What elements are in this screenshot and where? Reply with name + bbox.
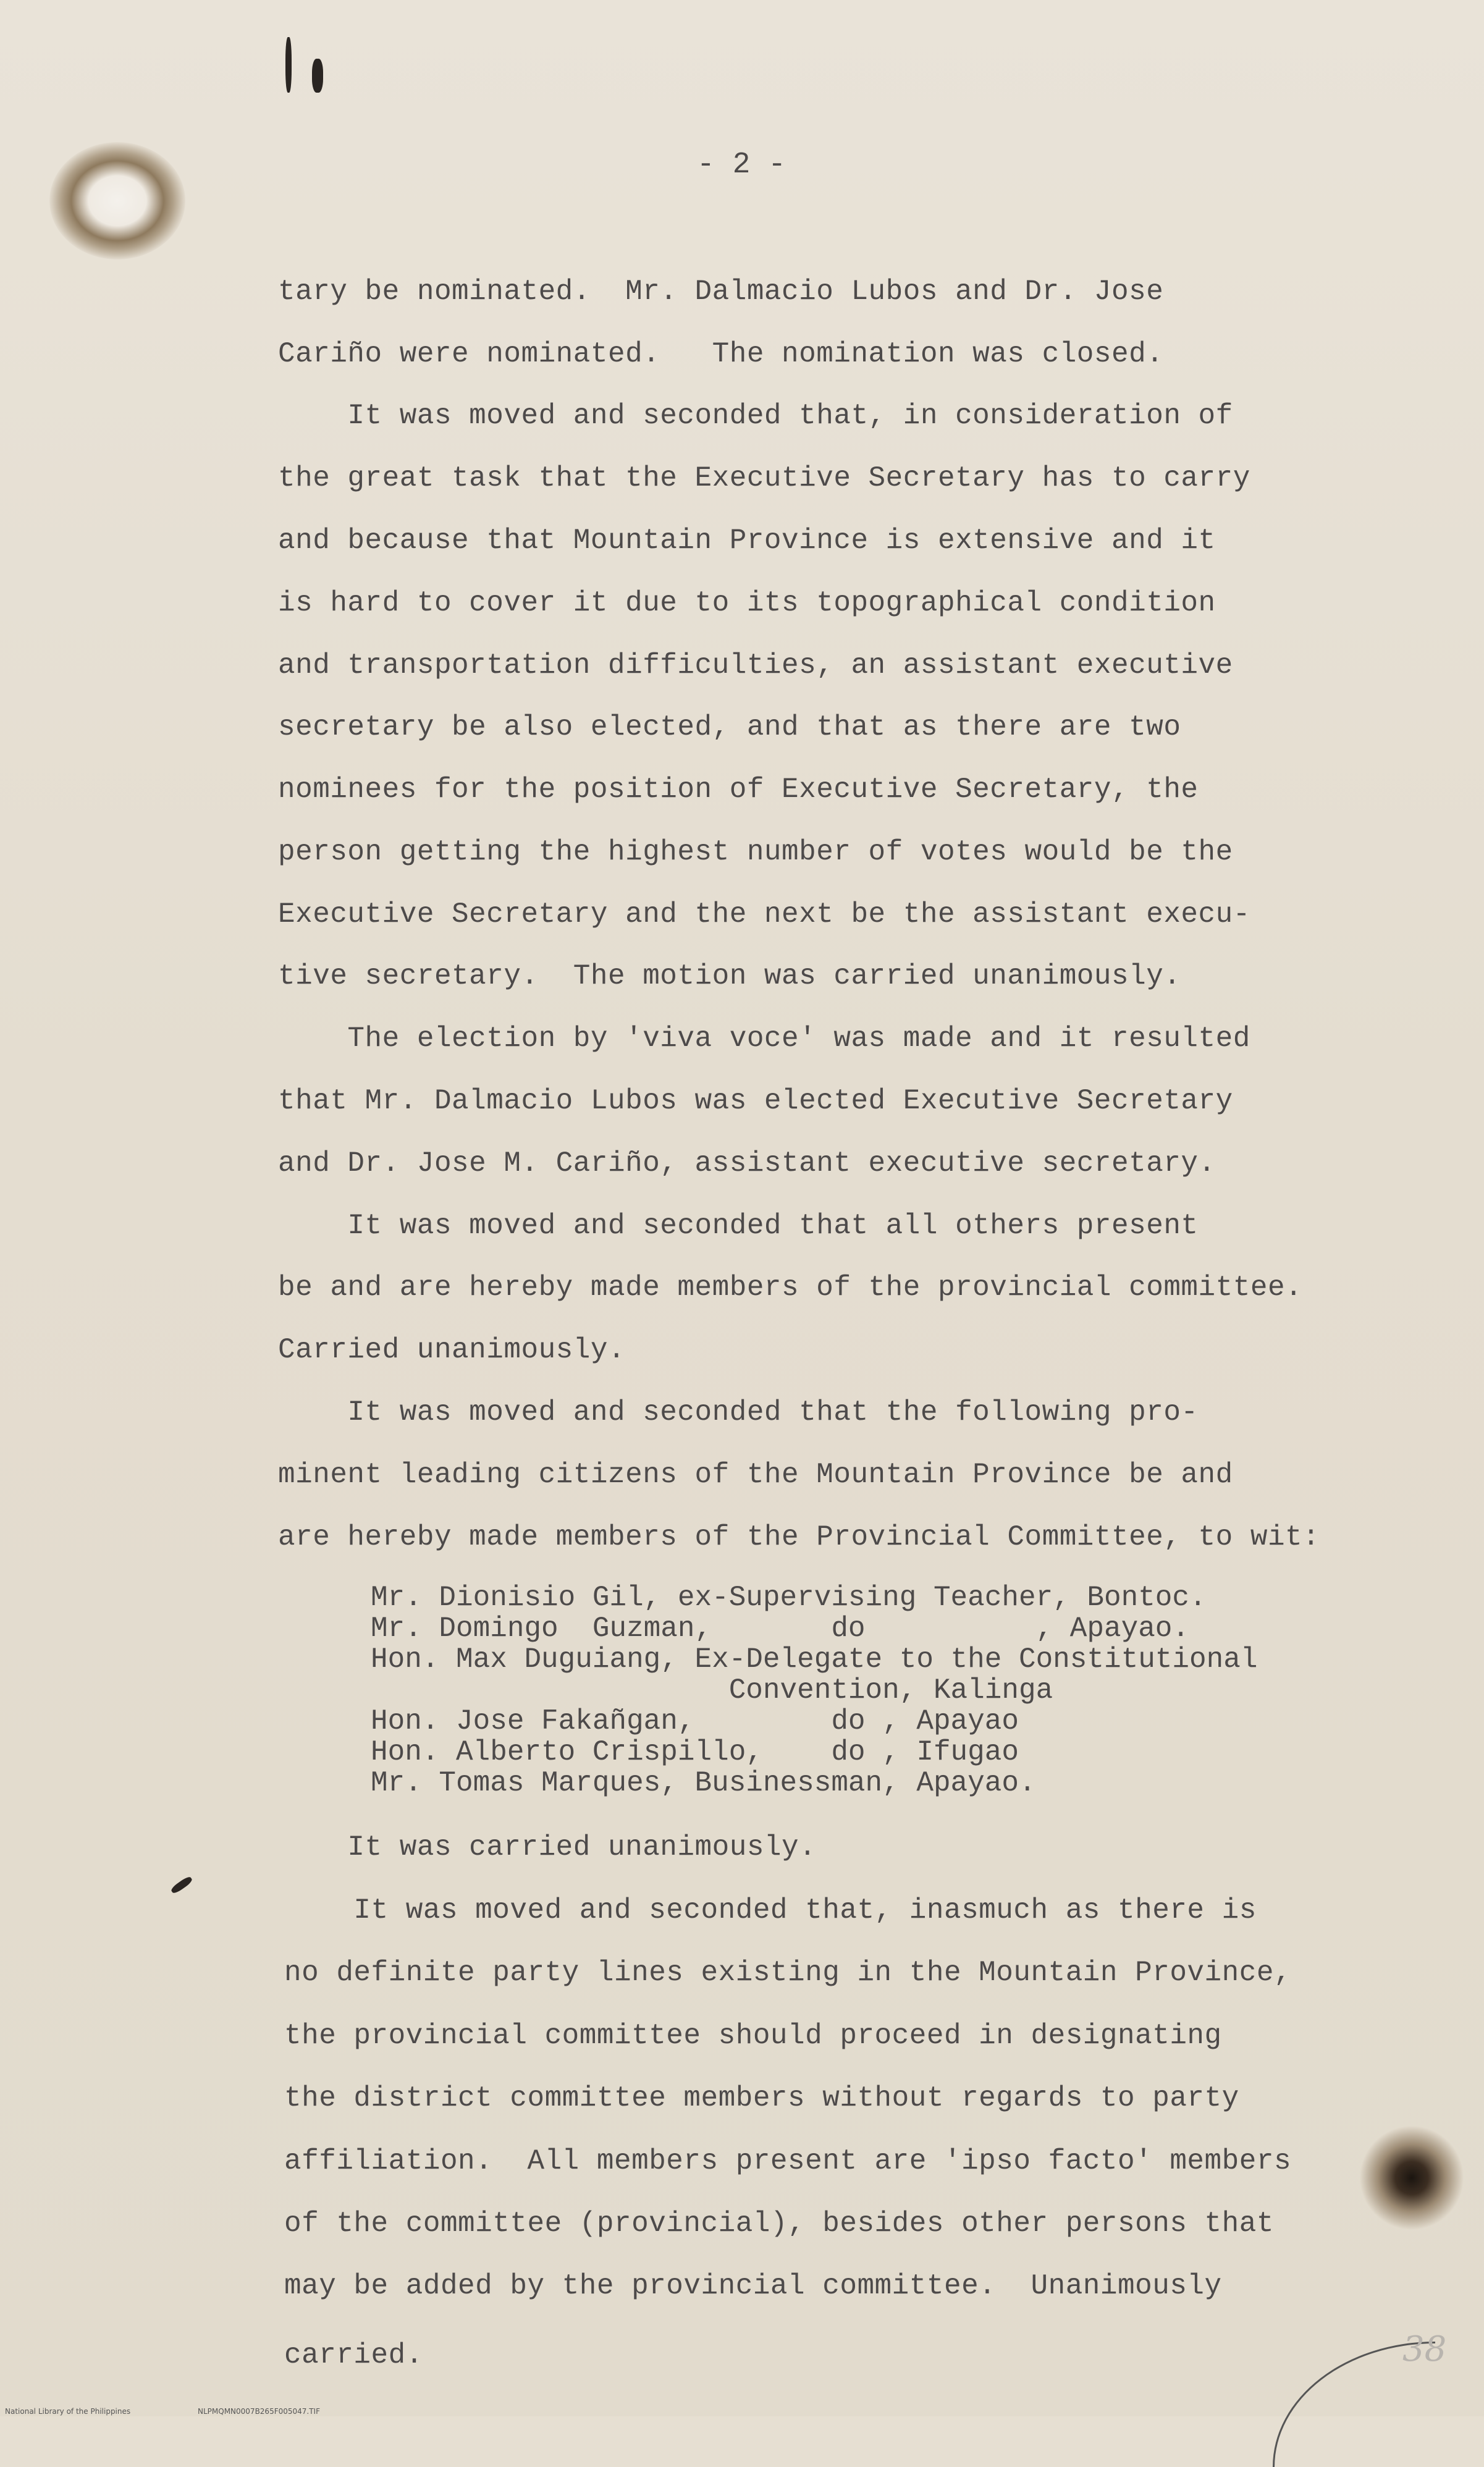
paper-hole-stain <box>49 142 185 259</box>
text-line: Carried unanimously. <box>278 1334 626 1366</box>
footer-file-id: NLPMQMN0007B265F005047.TIF <box>198 2407 320 2416</box>
text-line: that Mr. Dalmacio Lubos was elected Executive Secretary <box>278 1085 1233 1117</box>
burn-stain <box>1359 2125 1464 2230</box>
text-line: be and are hereby made members of the provincial committee. <box>278 1271 1303 1304</box>
ink-mark <box>285 37 292 93</box>
member-entry: Hon. Jose Fakañgan, do , Apayao <box>371 1705 1019 1737</box>
member-entry: Hon. Alberto Crispillo, do , Ifugao <box>371 1736 1019 1768</box>
text-line: It was moved and seconded that all others present <box>278 1210 1199 1242</box>
text-line: the great task that the Executive Secretary has to carry <box>278 462 1250 494</box>
text-line: of the committee (provincial), besides other persons that <box>284 2208 1274 2240</box>
member-entry: Mr. Dionisio Gil, ex-Supervising Teacher, Bontoc. <box>371 1582 1207 1614</box>
text-line: and transportation difficulties, an assistant executive <box>278 649 1233 681</box>
text-line: carried. <box>284 2339 423 2371</box>
text-line: may be added by the provincial committee. Unanimously <box>284 2270 1222 2302</box>
text-line: nominees for the position of Executive Secretary, the <box>278 774 1199 806</box>
member-entry: Hon. Max Duguiang, Ex-Delegate to the Constitutional <box>371 1643 1258 1676</box>
text-line: secretary be also elected, and that as there are two <box>278 711 1181 743</box>
text-line: and Dr. Jose M. Cariño, assistant executive secretary. <box>278 1147 1216 1179</box>
text-line: Cariño were nominated. The nomination was closed. <box>278 338 1164 370</box>
text-line: the provincial committee should proceed in designating <box>284 2020 1222 2052</box>
text-line: The election by 'viva voce' was made and it resulted <box>278 1023 1250 1055</box>
page-number: - 2 - <box>696 148 786 182</box>
text-line: affiliation. All members present are 'ipso facto' members <box>284 2145 1292 2177</box>
text-line: are hereby made members of the Provincial Committee, to wit: <box>278 1521 1320 1553</box>
text-line: minent leading citizens of the Mountain Province be and <box>278 1459 1233 1491</box>
ink-mark <box>312 59 323 93</box>
text-line: the district committee members without regards to party <box>284 2082 1239 2114</box>
text-line: It was carried unanimously. <box>278 1831 817 1863</box>
footer-library: National Library of the Philippines <box>5 2407 131 2416</box>
text-line: tive secretary. The motion was carried unanimously. <box>278 960 1181 992</box>
text-line: is hard to cover it due to its topographical condition <box>278 587 1216 619</box>
page-stamp-number: 38 <box>1402 2329 1447 2369</box>
text-line: It was moved and seconded that the following pro- <box>278 1396 1199 1428</box>
text-line: person getting the highest number of votes would be the <box>278 836 1233 868</box>
text-line: and because that Mountain Province is extensive and it <box>278 525 1216 557</box>
text-line: tary be nominated. Mr. Dalmacio Lubos and Dr. Jose <box>278 276 1164 308</box>
member-entry: Mr. Tomas Marques, Businessman, Apayao. <box>371 1767 1036 1799</box>
text-line: Executive Secretary and the next be the assistant execu- <box>278 898 1250 930</box>
text-line: It was moved and seconded that, inasmuch as there is <box>284 1894 1257 1926</box>
text-line: no definite party lines existing in the Mountain Province, <box>284 1957 1292 1989</box>
text-line: It was moved and seconded that, in consideration of <box>278 400 1233 432</box>
member-entry: Convention, Kalinga <box>371 1674 1053 1706</box>
member-entry: Mr. Domingo Guzman, do , Apayao. <box>371 1613 1190 1645</box>
